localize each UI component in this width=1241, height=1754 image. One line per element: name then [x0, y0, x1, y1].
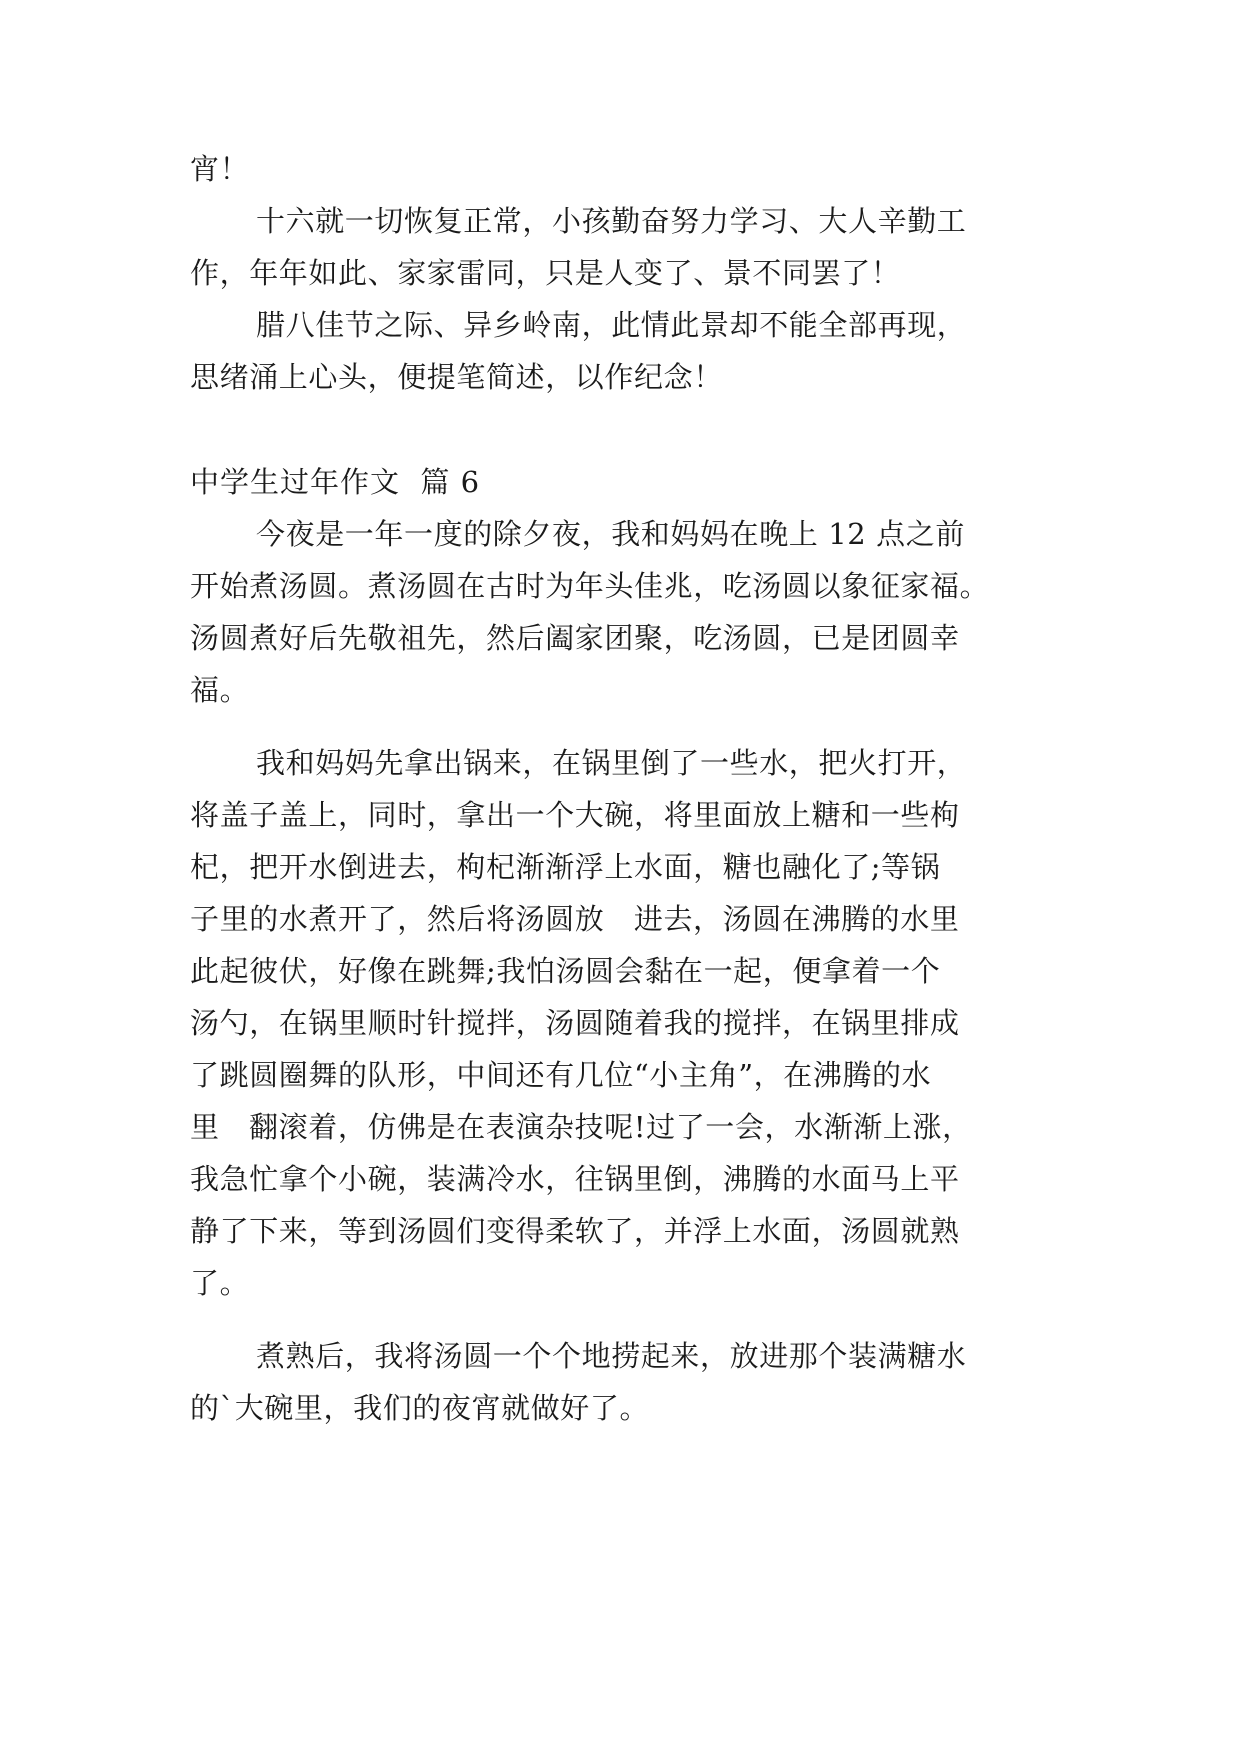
paragraph-first-line: 我和妈妈先拿出锅来，在锅里倒了一些水，把火打开，: [256, 746, 967, 780]
paragraph-first-line: 十六就一切恢复正常，小孩勤奋努力学习、大人辛勤工: [256, 204, 967, 238]
section-heading: 中学生过年作文 篇 6: [190, 465, 481, 499]
text-line: 汤圆煮好后先敬祖先，然后阖家团聚，吃汤圆，已是团圆幸: [190, 621, 960, 655]
text-line: 了。: [190, 1266, 250, 1300]
text-line: 子里的水煮开了，然后将汤圆放 进去，汤圆在沸腾的水里: [190, 902, 960, 936]
text-line: 杞，把开水倒进去，枸杞渐渐浮上水面，糖也融化了;等锅: [190, 850, 941, 884]
text-line: 宵！: [190, 152, 250, 186]
paragraph-first-line: 今夜是一年一度的除夕夜，我和妈妈在晚上 12 点之前: [256, 517, 965, 551]
text-line: 汤勺，在锅里顺时针搅拌，汤圆随着我的搅拌，在锅里排成: [190, 1006, 960, 1040]
text-line: 了跳圆圈舞的队形，中间还有几位“小主角”，在沸腾的水: [190, 1058, 932, 1092]
text-line: 思绪涌上心头，便提笔简述，以作纪念！: [190, 360, 723, 394]
text-line: 作，年年如此、家家雷同，只是人变了、景不同罢了！: [190, 256, 901, 290]
text-line: 福。: [190, 673, 250, 707]
paragraph-first-line: 煮熟后，我将汤圆一个个地捞起来，放进那个装满糖水: [256, 1339, 967, 1373]
paragraph-first-line: 腊八佳节之际、异乡岭南，此情此景却不能全部再现，: [256, 308, 967, 342]
text-line: 此起彼伏，好像在跳舞;我怕汤圆会黏在一起，便拿着一个: [190, 954, 941, 988]
text-line: 静了下来，等到汤圆们变得柔软了，并浮上水面，汤圆就熟: [190, 1214, 960, 1248]
text-line: 开始煮汤圆。煮汤圆在古时为年头佳兆，吃汤圆以象征家福。: [190, 569, 990, 603]
text-line: 将盖子盖上，同时，拿出一个大碗，将里面放上糖和一些枸: [190, 798, 960, 832]
text-line: 的`大碗里，我们的夜宵就做好了。: [190, 1391, 650, 1425]
text-line: 里 翻滚着，仿佛是在表演杂技呢!过了一会，水渐渐上涨，: [190, 1110, 972, 1144]
text-line: 我急忙拿个小碗，装满冷水，往锅里倒，沸腾的水面马上平: [190, 1162, 960, 1196]
